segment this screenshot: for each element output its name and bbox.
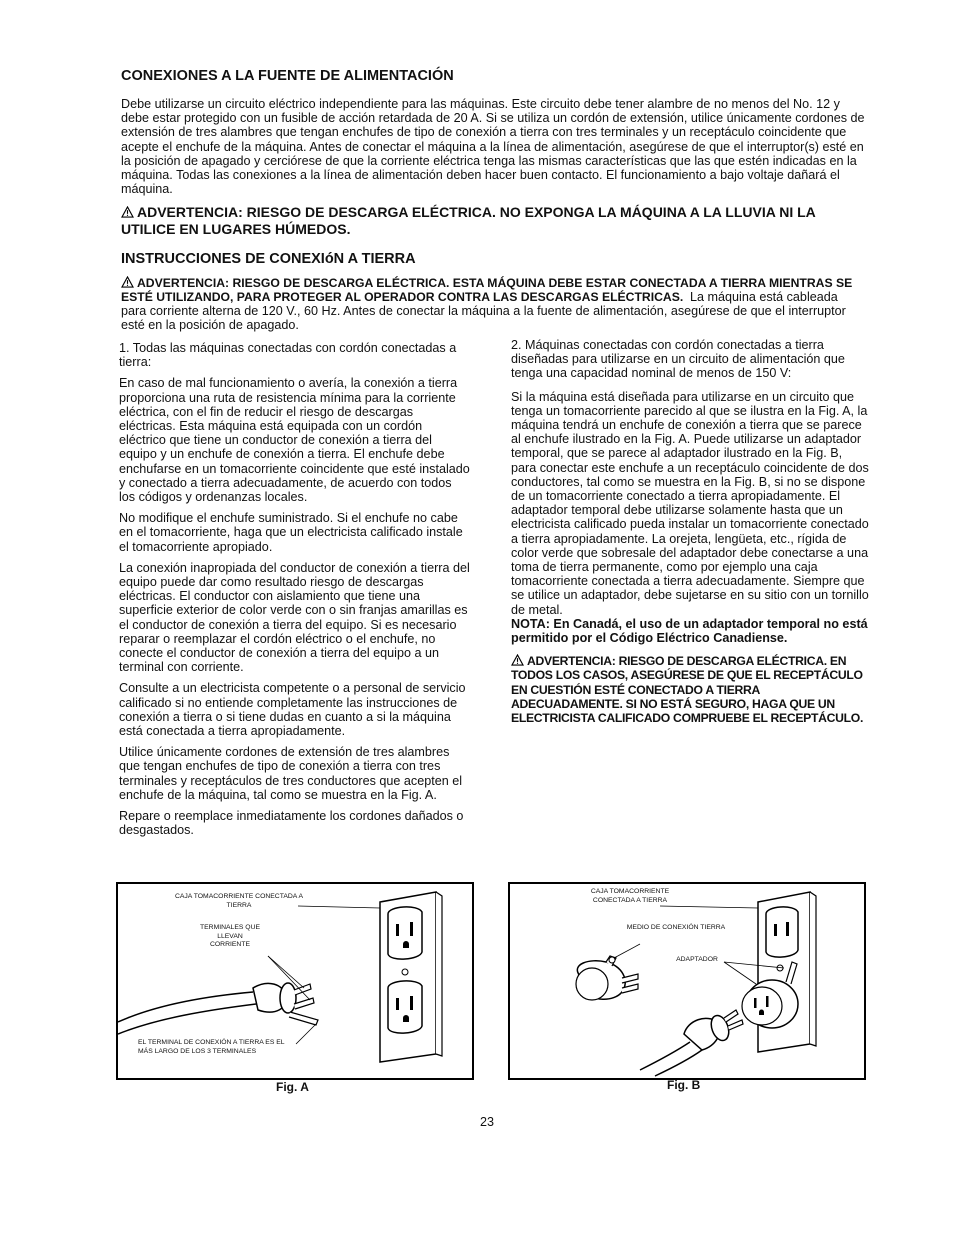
- fig-a-label-terminals: TERMINALES QUE LLEVAN CORRIENTE: [199, 924, 261, 949]
- adapter-icon: [576, 956, 638, 1000]
- right-paragraph-2: Si la máquina está diseñada para utilizarse en un circuito que tenga un tomacorriente parecido al que se ilustra en la Fig. A, la máquina tendrá un enchufe de conexión a tierra que se parece al enchufe ilustrado en la Fig. A. Puede utilizarse un adaptador temporal, que se parece al adaptador ilustrado en la Fig. B, para conectar este enchufe a un receptáculo coincidente de dos conductores, tal como se muestra en la Fig. B, si no se dispone de un tomacorriente conectado a tierra apropiadamente. El adaptador temporal debe utilizarse solamente hasta que un electricista calificado pueda instalar un tomacorriente conectado a tierra apropiadamente. La orejeta, lengüeta, etc., rígida de color verde que sobresale del adaptador debe conectarse a una toma de tierra permanente, como por ejemplo una caja tomacorriente conectada a tierra adecuadamente. Siempre que se utilice un adaptador, debe sujetarse en su sitio con un tornillo de metal.: [511, 389, 869, 617]
- left-paragraph-4: La conexión inapropiada del conductor de conexión a tierra del equipo puede dar como resultado riesgo de descargas eléctricas. El conductor con aislamiento que tiene una superficie exterior de color verde con o sin franjas amarillas es el conductor de conexión a tierra del equipo. Si es necesario reparar o reemplazar el cordón eléctrico o el enchufe, no conecte el conductor de conexión a tierra del equipo a un terminal con corriente.: [119, 560, 470, 675]
- fig-a-label-box: CAJA TOMACORRIENTE CONECTADA A TIERRA: [174, 893, 304, 909]
- warning-triangle-icon: [121, 206, 134, 218]
- section-heading-power-connections: CONEXIONES A LA FUENTE DE ALIMENTACIÓN: [121, 68, 454, 84]
- figure-a: [116, 882, 474, 1080]
- left-paragraph-3: No modifique el enchufe suministrado. Si el enchufe no cabe en el tomacorriente, haga que un electricista calificado instale el tomacorriente apropiado.: [119, 511, 463, 554]
- plug-icon: [640, 1010, 743, 1076]
- left-paragraph-7: Repare o reemplace inmediatamente los cordones dañados o desgastados.: [119, 809, 464, 838]
- figure-b: [508, 882, 866, 1080]
- figure-b-drawing: [510, 884, 864, 1078]
- warning-triangle-icon: [511, 654, 524, 666]
- canada-note: NOTA: En Canadá, el uso de un adaptador temporal no está permitido por el Código Eléctrico Canadiense.: [511, 616, 868, 646]
- fig-a-caption: Fig. A: [276, 1080, 309, 1094]
- warning-grounding: [121, 276, 866, 332]
- left-paragraph-6: Utilice únicamente cordones de extensión de tres alambres que tengan enchufes de tipo de conexión a tierra con tres terminales y receptáculos de tres conductores que acepten el enchufe de la máquina, tal como se muestra en la Fig. A.: [119, 745, 463, 802]
- warning-grounding-bold: ADVERTENCIA: RIESGO DE DESCARGA ELÉCTRICA. ESTA MÁQUINA DEBE ESTAR CONECTADA A TIERRA MIENTRAS SE ESTÉ UTILIZANDO, PARA PROTEGER AL OPERADOR CONTRA LAS DESCARGAS ELÉCTRICAS.: [121, 276, 853, 304]
- fig-b-label-box: CAJA TOMACORRIENTE CONECTADA A TIERRA: [590, 888, 670, 904]
- outlet-plate-icon: [380, 892, 442, 1062]
- fig-a-label-ground: EL TERMINAL DE CONEXIÓN A TIERRA ES EL MÁS LARGO DE LOS 3 TERMINALES: [138, 1039, 285, 1055]
- fig-b-caption: Fig. B: [667, 1078, 701, 1092]
- warning-receptacle: [511, 654, 869, 725]
- warning-grounding-text: La máquina está cableada para corriente alterna de 120 V., 60 Hz. Antes de conectar la máquina a la fuente de alimentación, asegúrese de que el interruptor esté en la posición de apagado.: [121, 290, 846, 332]
- section-heading-grounding: INSTRUCCIONES DE CONEXIóN A TIERRA: [121, 251, 416, 267]
- left-paragraph-5: Consulte a un electricista competente o a personal de servicio calificado si no entiende completamente las instrucciones de conexión a tierra o si tiene dudas en cuanto a si la máquina está conectada a tierra apropiadamente.: [119, 681, 466, 739]
- left-paragraph-2: En caso de mal funcionamiento o avería, la conexión a tierra proporciona una ruta de resistencia mínima para la corriente eléctrica, con el fin de reducir el riesgo de descargas eléctricas. Esta máquina está equipada con un cordón eléctrico que tiene un conductor de conexión a tierra del equipo y un enchufe de conexión a tierra. El enchufe debe enchufarse en un tomacorriente coincidente que esté instalado y conectado a tierra adecuadamente, de acuerdo con todos los códigos y ordenanzas locales.: [119, 376, 470, 505]
- right-paragraph-1: 2. Máquinas conectadas con cordón conectadas a tierra diseñadas para utilizarse en un circuito de alimentación que tenga una capacidad nominal de menos de 150 V:: [511, 338, 845, 381]
- warning-receptacle-text: ADVERTENCIA: RIESGO DE DESCARGA ELÉCTRICA. EN TODOS LOS CASOS, ASEGÚRESE DE QUE EL RECEPTÁCULO EN CUESTIÓN ESTÉ CONECTADO A TIERRA ADECUADAMENTE. SI NO ESTÁ SEGURO, HAGA QUE UN ELECTRICISTA CALIFICADO COMPRUEBE EL RECEPTÁCULO.: [511, 654, 864, 726]
- right-column: [511, 338, 869, 725]
- left-paragraph-1: 1. Todas las máquinas conectadas con cordón conectadas a tierra:: [119, 341, 457, 370]
- left-column: [119, 341, 471, 838]
- warning-rain: [121, 204, 866, 238]
- power-connections-paragraph: Debe utilizarse un circuito eléctrico independiente para las máquinas. Este circuito debe tener alambre de no menos del No. 12 y debe estar protegido con un fusible de acción retardada de 20 A. Si se utiliza un cordón de extensión, utilice únicamente cordones de extensión de tres alambres que tengan enchufes de tipo de conexión a tierra con tres terminales y un receptáculo coincidente que acepte el enchufe de la máquina. Antes de conectar el máquina a la línea de alimentación, asegúrese de que el interruptor(s) esté en la posición de apagado y cerciórese de que la corriente eléctrica tenga las mismas características que las que estén indicadas en la máquina. Todas las conexiones a la línea de alimentación deben hacer buen contacto. El funcionamiento a bajo voltaje dañará el máquina.: [121, 97, 865, 197]
- fig-b-label-ground: MEDIO DE CONEXIÓN TIERRA: [626, 924, 726, 931]
- plug-icon: [118, 983, 318, 1034]
- page-number: 23: [480, 1115, 495, 1129]
- warning-rain-text: ADVERTENCIA: RIESGO DE DESCARGA ELÉCTRICA. NO EXPONGA LA MÁQUINA A LA LLUVIA NI LA UTILICE EN LUGARES HÚMEDOS.: [121, 204, 816, 237]
- fig-b-label-adapter: ADAPTADOR: [676, 956, 718, 963]
- warning-triangle-icon: [121, 276, 134, 288]
